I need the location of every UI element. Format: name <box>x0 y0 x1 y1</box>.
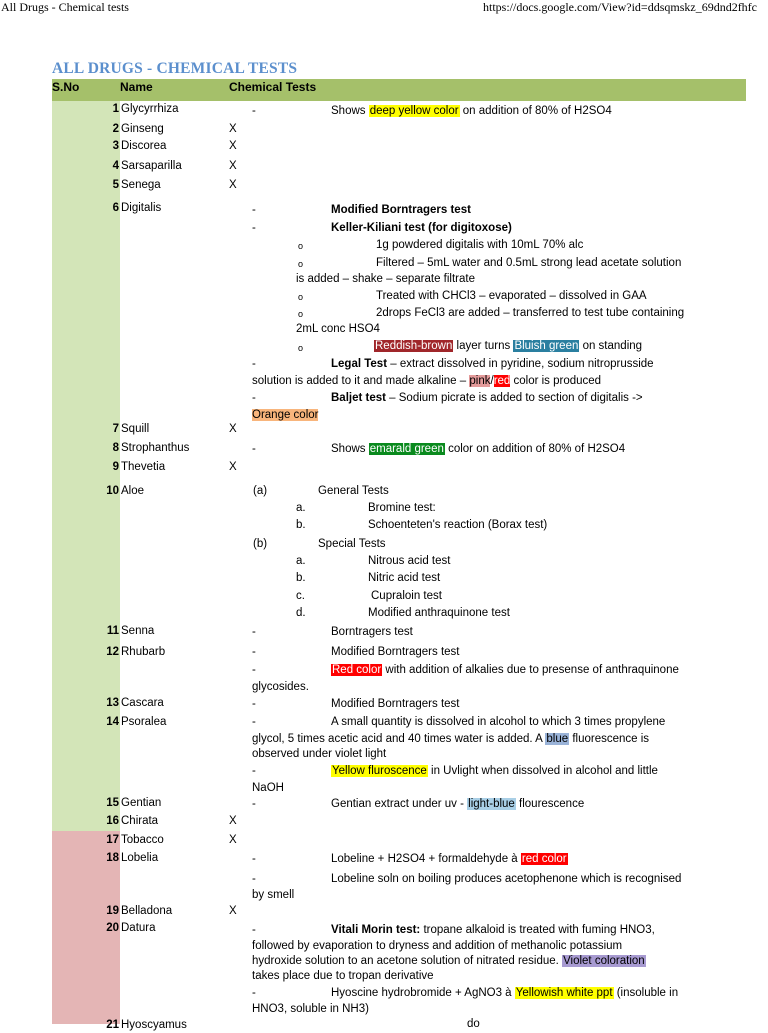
test-text: 2mL conc HSO4 <box>296 323 380 335</box>
test-text: 2drops FeCl3 are added – transferred to test tube containing <box>376 307 685 319</box>
row-number: 20 <box>106 922 119 934</box>
test-text: Baljet test – Sodium picrate is added to section of digitalis -> <box>331 392 643 404</box>
test-text: Borntragers test <box>331 626 413 638</box>
x-mark: X <box>229 123 237 135</box>
print-page-url: https://docs.google.com/View?id=ddsqmskz_69dnd2fhfc <box>483 0 758 14</box>
row-number: 19 <box>106 905 119 917</box>
x-mark: X <box>229 461 237 473</box>
highlight-red: red color <box>521 853 567 865</box>
drug-name: Squill <box>121 423 150 435</box>
test-text: Vitali Morin test: tropane alkaloid is treated with fuming HNO3, <box>331 924 655 936</box>
test-text: Modified anthraquinone test <box>368 607 510 619</box>
drug-name: Rhubarb <box>121 646 166 658</box>
list-label: c. <box>296 590 305 602</box>
test-text: by smell <box>252 889 295 901</box>
row-number: 3 <box>112 140 119 152</box>
row-number: 9 <box>112 461 119 473</box>
row-number: 6 <box>112 202 119 214</box>
browser-print-header <box>0 0 768 16</box>
dash: - <box>252 987 256 999</box>
row-number: 17 <box>106 834 119 846</box>
row-number: 21 <box>106 1019 119 1031</box>
test-text: Cupraloin test <box>371 590 442 602</box>
test-text: glycosides. <box>252 681 309 693</box>
x-mark: X <box>229 160 237 172</box>
dash: - <box>252 222 256 234</box>
test-text: A small quantity is dissolved in alcohol to which 3 times propylene <box>331 716 666 728</box>
table-header <box>52 79 746 101</box>
header-tests: Chemical Tests <box>229 80 317 94</box>
bullet-marker: o <box>298 259 304 269</box>
row-number: 13 <box>106 697 119 709</box>
x-mark: X <box>229 140 237 152</box>
test-text: Hyoscine hydrobromide + AgNO3 à Yellowish white ppt (insoluble in <box>331 987 679 999</box>
highlight-red: red <box>493 375 511 387</box>
row-number: 10 <box>106 485 119 497</box>
test-text: is added – shake – separate filtrate <box>296 273 476 285</box>
drug-name: Gentian <box>121 797 162 809</box>
test-text: HNO3, soluble in NH3) <box>252 1003 369 1015</box>
test-text: Red color with addition of alkalies due to presense of anthraquinone <box>332 664 679 676</box>
drug-name: Sarsaparilla <box>121 160 182 172</box>
dash: - <box>252 443 256 455</box>
highlight-yellow: deep yellow color <box>369 105 459 117</box>
test-text: Reddish-brown layer turns Bluish green on standing <box>375 340 643 352</box>
drug-name: Strophanthus <box>121 442 190 454</box>
dash: - <box>252 924 256 936</box>
dash: - <box>252 698 256 710</box>
row-number: 14 <box>106 716 119 728</box>
highlight-bluish-green: Bluish green <box>514 340 579 352</box>
dash: - <box>252 716 256 728</box>
highlight-emerald-green: emarald green <box>369 443 444 455</box>
row-number: 1 <box>112 103 119 115</box>
test-text: 1g powdered digitalis with 10mL 70% alc <box>376 239 584 251</box>
dash: - <box>252 626 256 638</box>
test-heading: Special Tests <box>318 538 386 550</box>
header-sno: S.No <box>52 80 80 94</box>
list-label: a. <box>296 502 306 514</box>
drug-name: Hyoscyamus <box>121 1019 187 1031</box>
highlight-orange: Orange color <box>252 409 319 421</box>
list-label: b. <box>296 519 306 531</box>
test-text: Modified Borntragers test <box>331 698 460 710</box>
test-text: takes place due to tropan derivative <box>252 970 434 982</box>
row-number: 11 <box>106 625 119 637</box>
highlight-reddish-brown: Reddish-brown <box>375 340 453 352</box>
test-text: hydroxide solution to an acetone solution of nitrated residue. Violet coloration <box>252 955 645 967</box>
drug-name: Belladona <box>121 905 173 917</box>
dash: - <box>252 646 256 658</box>
x-mark: X <box>229 423 237 435</box>
dash: - <box>252 765 256 777</box>
highlight-yellow: Yellowish white ppt <box>515 987 613 999</box>
drug-name: Datura <box>121 922 156 934</box>
x-mark: X <box>229 905 237 917</box>
dash: - <box>252 358 256 370</box>
drug-name: Chirata <box>121 815 159 827</box>
test-text: observed under violet light <box>252 748 387 760</box>
drug-name: Discorea <box>121 140 167 152</box>
dash: - <box>252 798 256 810</box>
highlight-pink: pink <box>469 375 491 387</box>
test-text: Shows deep yellow color on addition of 80% of H2SO4 <box>331 105 612 117</box>
test-text: solution is added to it and made alkaline – pink/red color is produced <box>252 375 602 387</box>
test-text: Treated with CHCl3 – evaporated – dissolved in GAA <box>376 290 647 302</box>
test-text: Schoenteten's reaction (Borax test) <box>368 519 548 531</box>
bullet-marker: o <box>298 343 304 353</box>
row-number: 18 <box>106 852 119 864</box>
row-number: 7 <box>112 423 119 435</box>
dash: - <box>252 853 256 865</box>
test-text: Legal Test – extract dissolved in pyridine, sodium nitroprusside <box>331 358 654 370</box>
test-text: Filtered – 5mL water and 0.5mL strong lead acetate solution <box>376 257 682 269</box>
row-number: 4 <box>112 160 119 172</box>
test-text: Shows emarald green color on addition of 80% of H2SO4 <box>331 443 626 455</box>
bullet-marker: o <box>298 309 304 319</box>
drug-name: Ginseng <box>121 123 164 135</box>
test-text: Bromine test: <box>368 502 436 514</box>
drug-name: Cascara <box>121 697 164 709</box>
print-page-title: All Drugs - Chemical tests <box>1 0 129 14</box>
x-mark: X <box>229 179 237 191</box>
row-number: 5 <box>112 179 119 191</box>
row-number: 16 <box>106 815 119 827</box>
highlight-light-blue: light-blue <box>468 798 515 810</box>
dash: - <box>252 664 256 676</box>
bullet-marker: o <box>298 292 304 302</box>
dash: - <box>252 392 256 404</box>
test-text <box>252 407 318 423</box>
list-label: a. <box>296 555 306 567</box>
test-text: Yellow fluroscence in Uvlight when dissolved in alcohol and little <box>332 765 658 777</box>
dash: - <box>252 105 256 117</box>
test-heading: General Tests <box>318 485 389 497</box>
page-title: ALL DRUGS - CHEMICAL TESTS <box>52 60 298 77</box>
test-text: NaOH <box>252 782 284 794</box>
highlight-red: Red color <box>332 664 382 676</box>
test-text: do <box>467 1018 480 1030</box>
drug-name: Aloe <box>121 485 145 497</box>
drug-name: Psoralea <box>121 716 167 728</box>
bullet-marker: o <box>298 241 304 251</box>
row-number: 2 <box>112 123 119 135</box>
list-label: (b) <box>253 538 268 550</box>
row-number: 8 <box>112 442 119 454</box>
test-text: Nitrous acid test <box>368 555 451 567</box>
test-text: Lobeline soln on boiling produces acetophenone which is recognised <box>331 873 682 885</box>
drug-name: Glycyrrhiza <box>121 103 179 115</box>
test-heading: Modified Borntragers test <box>331 204 471 216</box>
test-heading: Keller-Kiliani test (for digitoxose) <box>331 222 512 234</box>
x-mark: X <box>229 815 237 827</box>
row-number: 15 <box>106 797 119 809</box>
dash: - <box>252 873 256 885</box>
row-number: 12 <box>106 646 119 658</box>
dash: - <box>252 204 256 216</box>
drug-name: Senega <box>121 179 161 191</box>
test-text: Modified Borntragers test <box>331 646 460 658</box>
test-text: followed by evaporation to dryness and addition of methanolic potassium <box>252 940 623 952</box>
highlight-blue: blue <box>546 733 569 745</box>
list-label: (a) <box>253 485 268 497</box>
drug-name: Digitalis <box>121 202 162 214</box>
x-mark: X <box>229 834 237 846</box>
test-text: glycol, 5 times acetic acid and 40 times water is added. A blue fluorescence is <box>252 733 650 745</box>
drug-name: Thevetia <box>121 461 166 473</box>
list-label: b. <box>296 572 306 584</box>
test-text: Gentian extract under uv - light-blue flourescence <box>331 798 585 810</box>
highlight-violet: Violet coloration <box>563 955 645 967</box>
header-name: Name <box>120 80 153 94</box>
test-text: Nitric acid test <box>368 572 441 584</box>
drug-name: Lobelia <box>121 852 159 864</box>
list-label: d. <box>296 607 306 619</box>
highlight-yellow: Yellow fluroscence <box>332 765 427 777</box>
drug-name: Senna <box>121 625 155 637</box>
drug-name: Tobacco <box>121 834 164 846</box>
test-text: Lobeline + H2SO4 + formaldehyde à red color <box>331 853 567 865</box>
